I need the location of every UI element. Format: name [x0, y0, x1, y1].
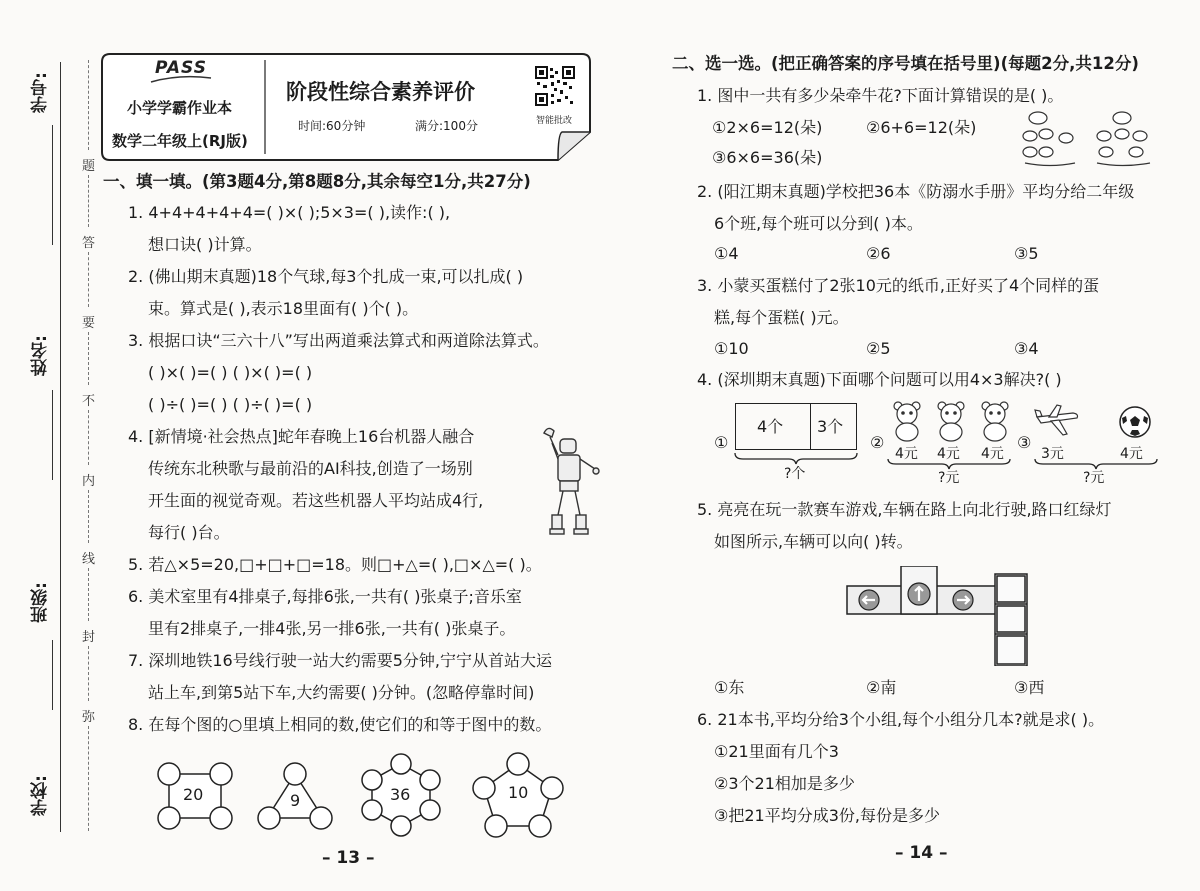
soccer-ball-icon	[1118, 405, 1152, 439]
binding-mark: 弥	[82, 710, 96, 725]
plane-price: 3元	[1041, 446, 1064, 462]
bar-divider	[810, 403, 811, 450]
series-name: 小学学霸作业本	[127, 99, 233, 117]
bear-price: 4元	[981, 446, 1004, 462]
mc-question-2-option-1[interactable]: ①4	[714, 244, 739, 263]
mc-question-4-marker-1[interactable]: ①	[714, 433, 729, 452]
grade-label: 数学二年级上(RJ版)	[112, 132, 248, 150]
mc-question-4: 4. (深圳期末真题)下面哪个问题可以用4×3解决?( )	[697, 370, 1062, 389]
full-score: 满分:100分	[415, 119, 478, 133]
mc-question-6-option-3[interactable]: ③把21平均分成3份,每份是多少	[714, 806, 940, 825]
binding-mark: 题	[82, 159, 96, 174]
bar-total: ?个	[784, 466, 806, 482]
bear-price: 4元	[937, 446, 960, 462]
question-2-line-2: 束。算式是( ),表示18里面有( )个( )。	[148, 299, 419, 318]
mc-question-5-option-2[interactable]: ②南	[866, 678, 897, 697]
qr-caption: 智能批改	[536, 116, 573, 126]
question-6-line-2: 里有2排桌子,一排4张,另一排6张,一共有( )张桌子。	[148, 619, 516, 638]
toy-plane-icon	[1033, 403, 1081, 441]
student-id-label: 学号:	[31, 72, 51, 113]
question-6-line-1: 6. 美术室里有4排桌子,每排6张,一共有( )张桌子;音乐室	[128, 587, 522, 606]
mc-question-6: 6. 21本书,平均分给3个小组,每个小组分几本?就是求( )。	[697, 710, 1105, 729]
binding-line	[60, 62, 61, 832]
question-4-line-4: 每行( )台。	[148, 523, 230, 542]
mc-question-2-line-2: 6个班,每个班可以分到( )本。	[714, 214, 923, 233]
mc-question-1-option-1[interactable]: ①2×6=12(朵)	[712, 118, 823, 137]
mc-question-5-option-1[interactable]: ①东	[714, 678, 745, 697]
dashed-line	[88, 646, 89, 701]
question-4-line-1: 4. [新情境·社会热点]蛇年春晚上16台机器人融合	[128, 427, 475, 446]
brand-swoosh-icon	[149, 69, 213, 75]
question-2-line-1: 2. (佛山期末真题)18个气球,每3个扎成一束,可以扎成( )	[128, 267, 524, 286]
ball-price: 4元	[1120, 446, 1143, 462]
question-7-line-1: 7. 深圳地铁16号线行驶一站大约需要5分钟,宁宁从首站大运	[128, 651, 552, 670]
bear-total: ?元	[938, 470, 960, 486]
morning-glory-illustration	[1020, 108, 1160, 168]
mc-question-1-option-2[interactable]: ②6+6=12(朵)	[866, 118, 977, 137]
traffic-light-illustration	[845, 566, 1031, 666]
question-1-line-2: 想口诀( )计算。	[148, 235, 262, 254]
section-fill-in: 一、填一填。(第3题4分,第8题8分,其余每空1分,共27分)	[103, 172, 531, 191]
bar-segment-2: 3个	[817, 417, 844, 436]
mc-question-2-line-1: 2. (阳江期末真题)学校把36本《防溺水手册》平均分给二年级	[697, 182, 1135, 201]
page-title: 阶段性综合素养评价	[286, 80, 475, 104]
dashed-line	[88, 252, 89, 307]
question-5: 5. 若△×5=20,□+□+□=18。则□+△=( ),□×△=( )。	[128, 555, 542, 574]
page-number: – 14 –	[895, 843, 948, 863]
binding-mark: 不	[82, 394, 96, 409]
school-label: 学校:	[31, 775, 51, 816]
mc-question-3-option-2[interactable]: ②5	[866, 339, 891, 358]
mc-question-2-option-3[interactable]: ③5	[1014, 244, 1039, 263]
question-4-line-2: 传统东北秧歌与最前沿的AI科技,创造了一场别	[148, 459, 473, 478]
figure-sum-value: 10	[508, 783, 529, 802]
mc-question-5-option-3[interactable]: ③西	[1014, 678, 1045, 697]
mc-question-2-option-2[interactable]: ②6	[866, 244, 891, 263]
question-1-line-1: 1. 4+4+4+4+4=( )×( );5×3=( ),读作:( ),	[128, 203, 451, 222]
binding-mark: 答	[82, 236, 96, 251]
mc-question-3-option-3[interactable]: ③4	[1014, 339, 1039, 358]
question-3-row-1: ( )×( )=( ) ( )×( )=( )	[148, 363, 313, 382]
mc-question-3-line-1: 3. 小蒙买蛋糕付了2张10元的纸币,正好买了4个同样的蛋	[697, 276, 1100, 295]
binding-mark: 要	[82, 316, 96, 331]
bar-segment-1: 4个	[757, 417, 784, 436]
time-limit: 时间:60分钟	[298, 119, 366, 133]
dashed-line	[88, 332, 89, 385]
question-8: 8. 在每个图的○里填上相同的数,使它们的和等于图中的数。	[128, 715, 552, 734]
teddy-bear-icons	[888, 400, 1020, 442]
bar-brace	[733, 451, 859, 465]
page-number: – 13 –	[322, 848, 375, 868]
student-id-blank[interactable]	[52, 125, 53, 245]
mc-question-1: 1. 图中一共有多少朵牵牛花?下面计算错误的是( )。	[697, 86, 1064, 105]
dashed-line	[88, 490, 89, 543]
figure-sum-value: 36	[390, 785, 411, 804]
dashed-line	[88, 410, 89, 465]
mc-question-3-option-1[interactable]: ①10	[714, 339, 749, 358]
name-label: 姓名:	[31, 335, 51, 376]
brand-logo: PASS	[155, 58, 207, 78]
class-blank[interactable]	[52, 640, 53, 710]
class-label: 班级:	[31, 582, 51, 623]
binding-mark: 线	[82, 552, 96, 567]
qr-code-icon[interactable]	[535, 66, 575, 106]
dashed-line	[88, 60, 89, 150]
mc-question-6-option-2[interactable]: ②3个21相加是多少	[714, 774, 855, 793]
mc-question-6-option-1[interactable]: ①21里面有几个3	[714, 742, 839, 761]
robot-illustration	[540, 425, 602, 537]
dashed-line	[88, 726, 89, 831]
binding-mark: 内	[82, 474, 96, 489]
question-3: 3. 根据口诀“三六十八”写出两道乘法算式和两道除法算式。	[128, 331, 549, 350]
question-7-line-2: 站上车,到第5站下车,大约需要( )分钟。(忽略停靠时间)	[148, 683, 535, 702]
question-4-line-3: 开生面的视觉奇观。若这些机器人平均站成4行,	[148, 491, 484, 510]
mc-question-3-line-2: 糕,每个蛋糕( )元。	[714, 308, 849, 327]
mc-question-4-marker-2[interactable]: ②	[870, 433, 885, 452]
figure-sum-value: 9	[290, 791, 301, 810]
name-blank[interactable]	[52, 390, 53, 480]
bear-price: 4元	[895, 446, 918, 462]
figure-sum-value: 20	[183, 785, 204, 804]
dashed-line	[88, 568, 89, 621]
mc-question-4-marker-3[interactable]: ③	[1017, 433, 1032, 452]
section-multiple-choice: 二、选一选。(把正确答案的序号填在括号里)(每题2分,共12分)	[672, 54, 1139, 73]
question-3-row-2: ( )÷( )=( ) ( )÷( )=( )	[148, 395, 313, 414]
plane-ball-total: ?元	[1083, 470, 1105, 486]
mc-question-5-line-2: 如图所示,车辆可以向( )转。	[714, 532, 913, 551]
dashed-line	[88, 175, 89, 227]
mc-question-1-option-3[interactable]: ③6×6=36(朵)	[712, 148, 823, 167]
binding-mark: 封	[82, 630, 96, 645]
mc-question-5-line-1: 5. 亮亮在玩一款赛车游戏,车辆在路上向北行驶,路口红绿灯	[697, 500, 1112, 519]
